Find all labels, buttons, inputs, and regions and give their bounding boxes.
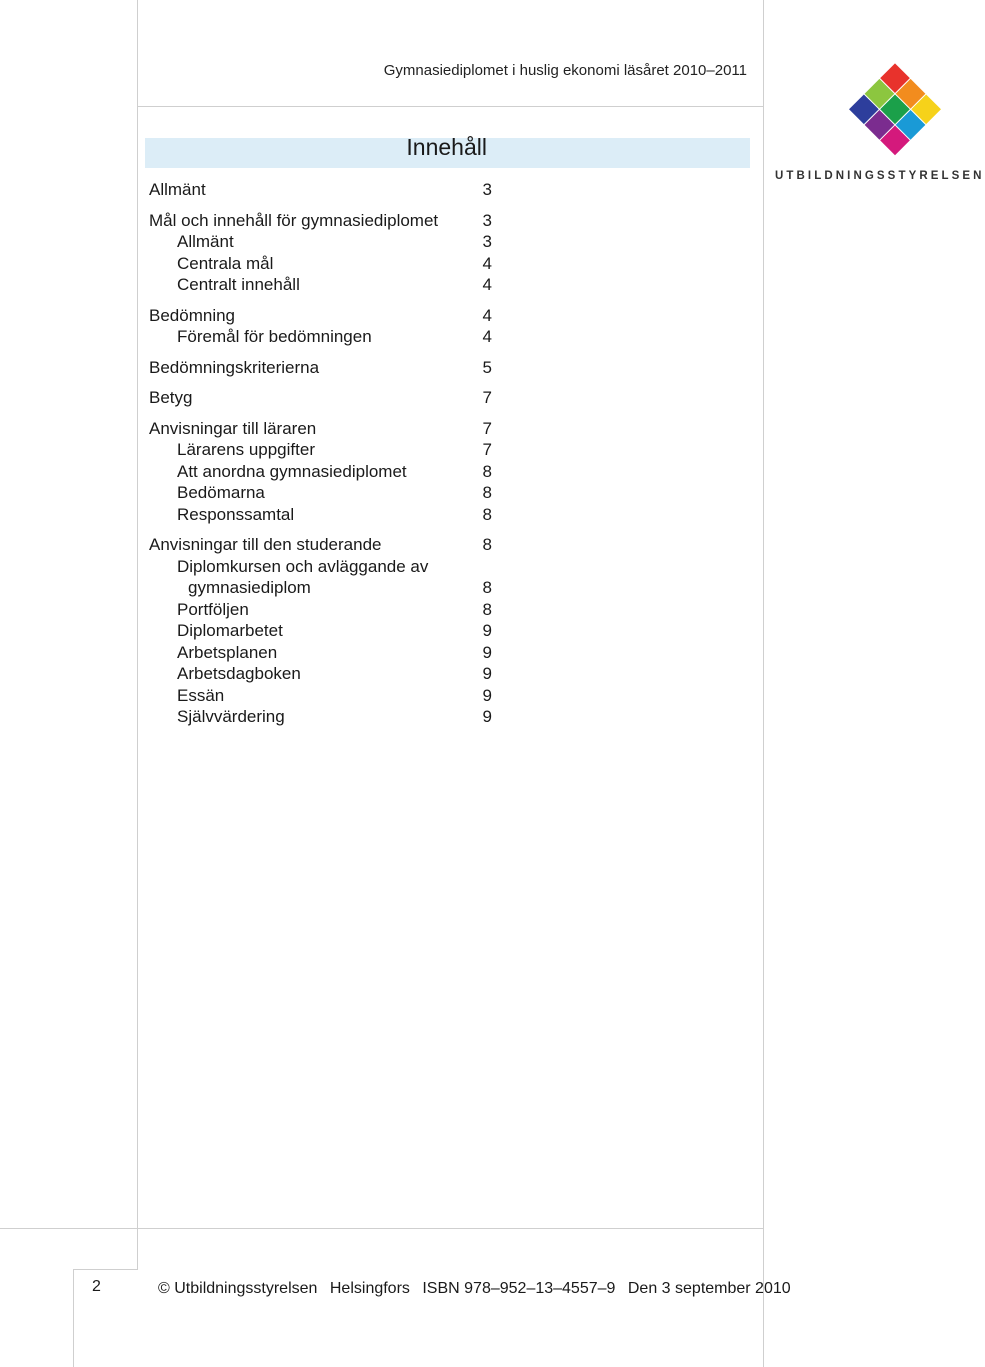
toc-entry[interactable] [149,357,492,379]
footer-city: Helsingfors [329,1280,410,1297]
footer-imprint [158,1280,799,1298]
toc-entry[interactable] [149,577,492,599]
toc-label: gymnasiediplom [188,578,311,597]
toc-entry[interactable] [149,179,492,201]
toc-page: 9 [482,685,492,705]
toc-page: 3 [482,180,492,199]
page-number: 2 [92,1278,101,1295]
toc-label: Föremål för bedömningen [177,327,372,346]
footer-copyright: © Utbildningsstyrelsen [158,1280,318,1297]
footer-rule [0,1228,764,1229]
toc-entry[interactable] [149,620,492,642]
toc-entry[interactable] [149,253,492,275]
toc-page: 9 [482,621,492,640]
toc-label: Diplomkursen och avläggande av [177,556,429,576]
left-margin-rule [137,0,138,1270]
table-of-contents [149,179,492,728]
header-rule [137,106,764,107]
toc-entry[interactable] [149,387,492,409]
toc-page: 7 [482,418,492,438]
toc-label: Arbetsplanen [177,642,278,662]
footer-left-rule [73,1269,74,1367]
toc-entry[interactable] [149,231,492,253]
toc-page: 8 [482,483,492,502]
toc-page: 4 [482,275,492,294]
toc-page: 8 [482,504,492,524]
toc-label: Essän [177,685,225,705]
toc-entry[interactable] [149,504,492,526]
document-title: Gymnasiediplomet i huslig ekonomi läsåret 2010–2011 [383,62,747,79]
toc-page: 5 [482,357,492,377]
toc-entry[interactable] [149,642,492,664]
toc-entry[interactable] [149,326,492,348]
toc-page: 4 [482,327,492,346]
toc-label: Centrala mål [177,253,274,273]
toc-label: Bedömningskriterierna [149,357,320,377]
toc-label: Arbetsdagboken [177,664,301,683]
toc-label: Centralt innehåll [177,275,300,294]
toc-page: 9 [482,642,492,662]
toc-entry[interactable] [149,706,492,728]
toc-label: Att anordna gymnasiediplomet [177,461,407,481]
toc-page: 4 [482,253,492,273]
toc-page: 7 [482,440,492,459]
toc-entry[interactable] [149,663,492,685]
toc-label: Bedömning [149,305,236,325]
footer-step-rule [73,1269,138,1270]
toc-label: Portföljen [177,599,249,619]
logo-wordmark: UTBILDNINGSSTYRELSEN [775,170,985,182]
toc-label: Diplomarbetet [177,621,283,640]
right-margin-rule [763,0,764,1367]
toc-heading: Innehåll [406,134,487,160]
footer-date: Den 3 september 2010 [627,1280,791,1297]
toc-label: Responssamtal [177,504,295,524]
toc-entry[interactable] [149,556,492,578]
toc-label: Bedömarna [177,483,265,502]
toc-label: Mål och innehåll för gymnasiediplomet [149,210,439,230]
toc-entry[interactable] [149,418,492,440]
toc-label: Självvärdering [177,707,285,726]
toc-page: 8 [482,578,492,597]
toc-page: 7 [482,388,492,407]
toc-entry[interactable] [149,685,492,707]
footer-isbn: ISBN 978–952–13–4557–9 [422,1280,616,1297]
toc-page: 9 [482,664,492,683]
toc-label: Allmänt [149,180,206,199]
toc-entry[interactable] [149,461,492,483]
toc-entry[interactable] [149,439,492,461]
toc-page: 3 [482,210,492,230]
toc-entry[interactable] [149,534,492,556]
toc-page: 3 [482,232,492,251]
toc-page: 8 [482,599,492,619]
toc-page: 8 [482,461,492,481]
toc-label: Anvisningar till den studerande [149,535,382,554]
toc-label: Allmänt [177,232,234,251]
toc-entry[interactable] [149,274,492,296]
toc-label: Lärarens uppgifter [177,440,315,459]
toc-page: 9 [482,707,492,726]
toc-page: 4 [482,305,492,325]
toc-entry[interactable] [149,305,492,327]
toc-entry[interactable] [149,599,492,621]
toc-label: Anvisningar till läraren [149,418,317,438]
toc-page: 8 [482,535,492,554]
toc-label: Betyg [149,388,193,407]
toc-entry[interactable] [149,210,492,232]
toc-entry[interactable] [149,482,492,504]
utbildningsstyrelsen-logo-icon [775,58,960,188]
